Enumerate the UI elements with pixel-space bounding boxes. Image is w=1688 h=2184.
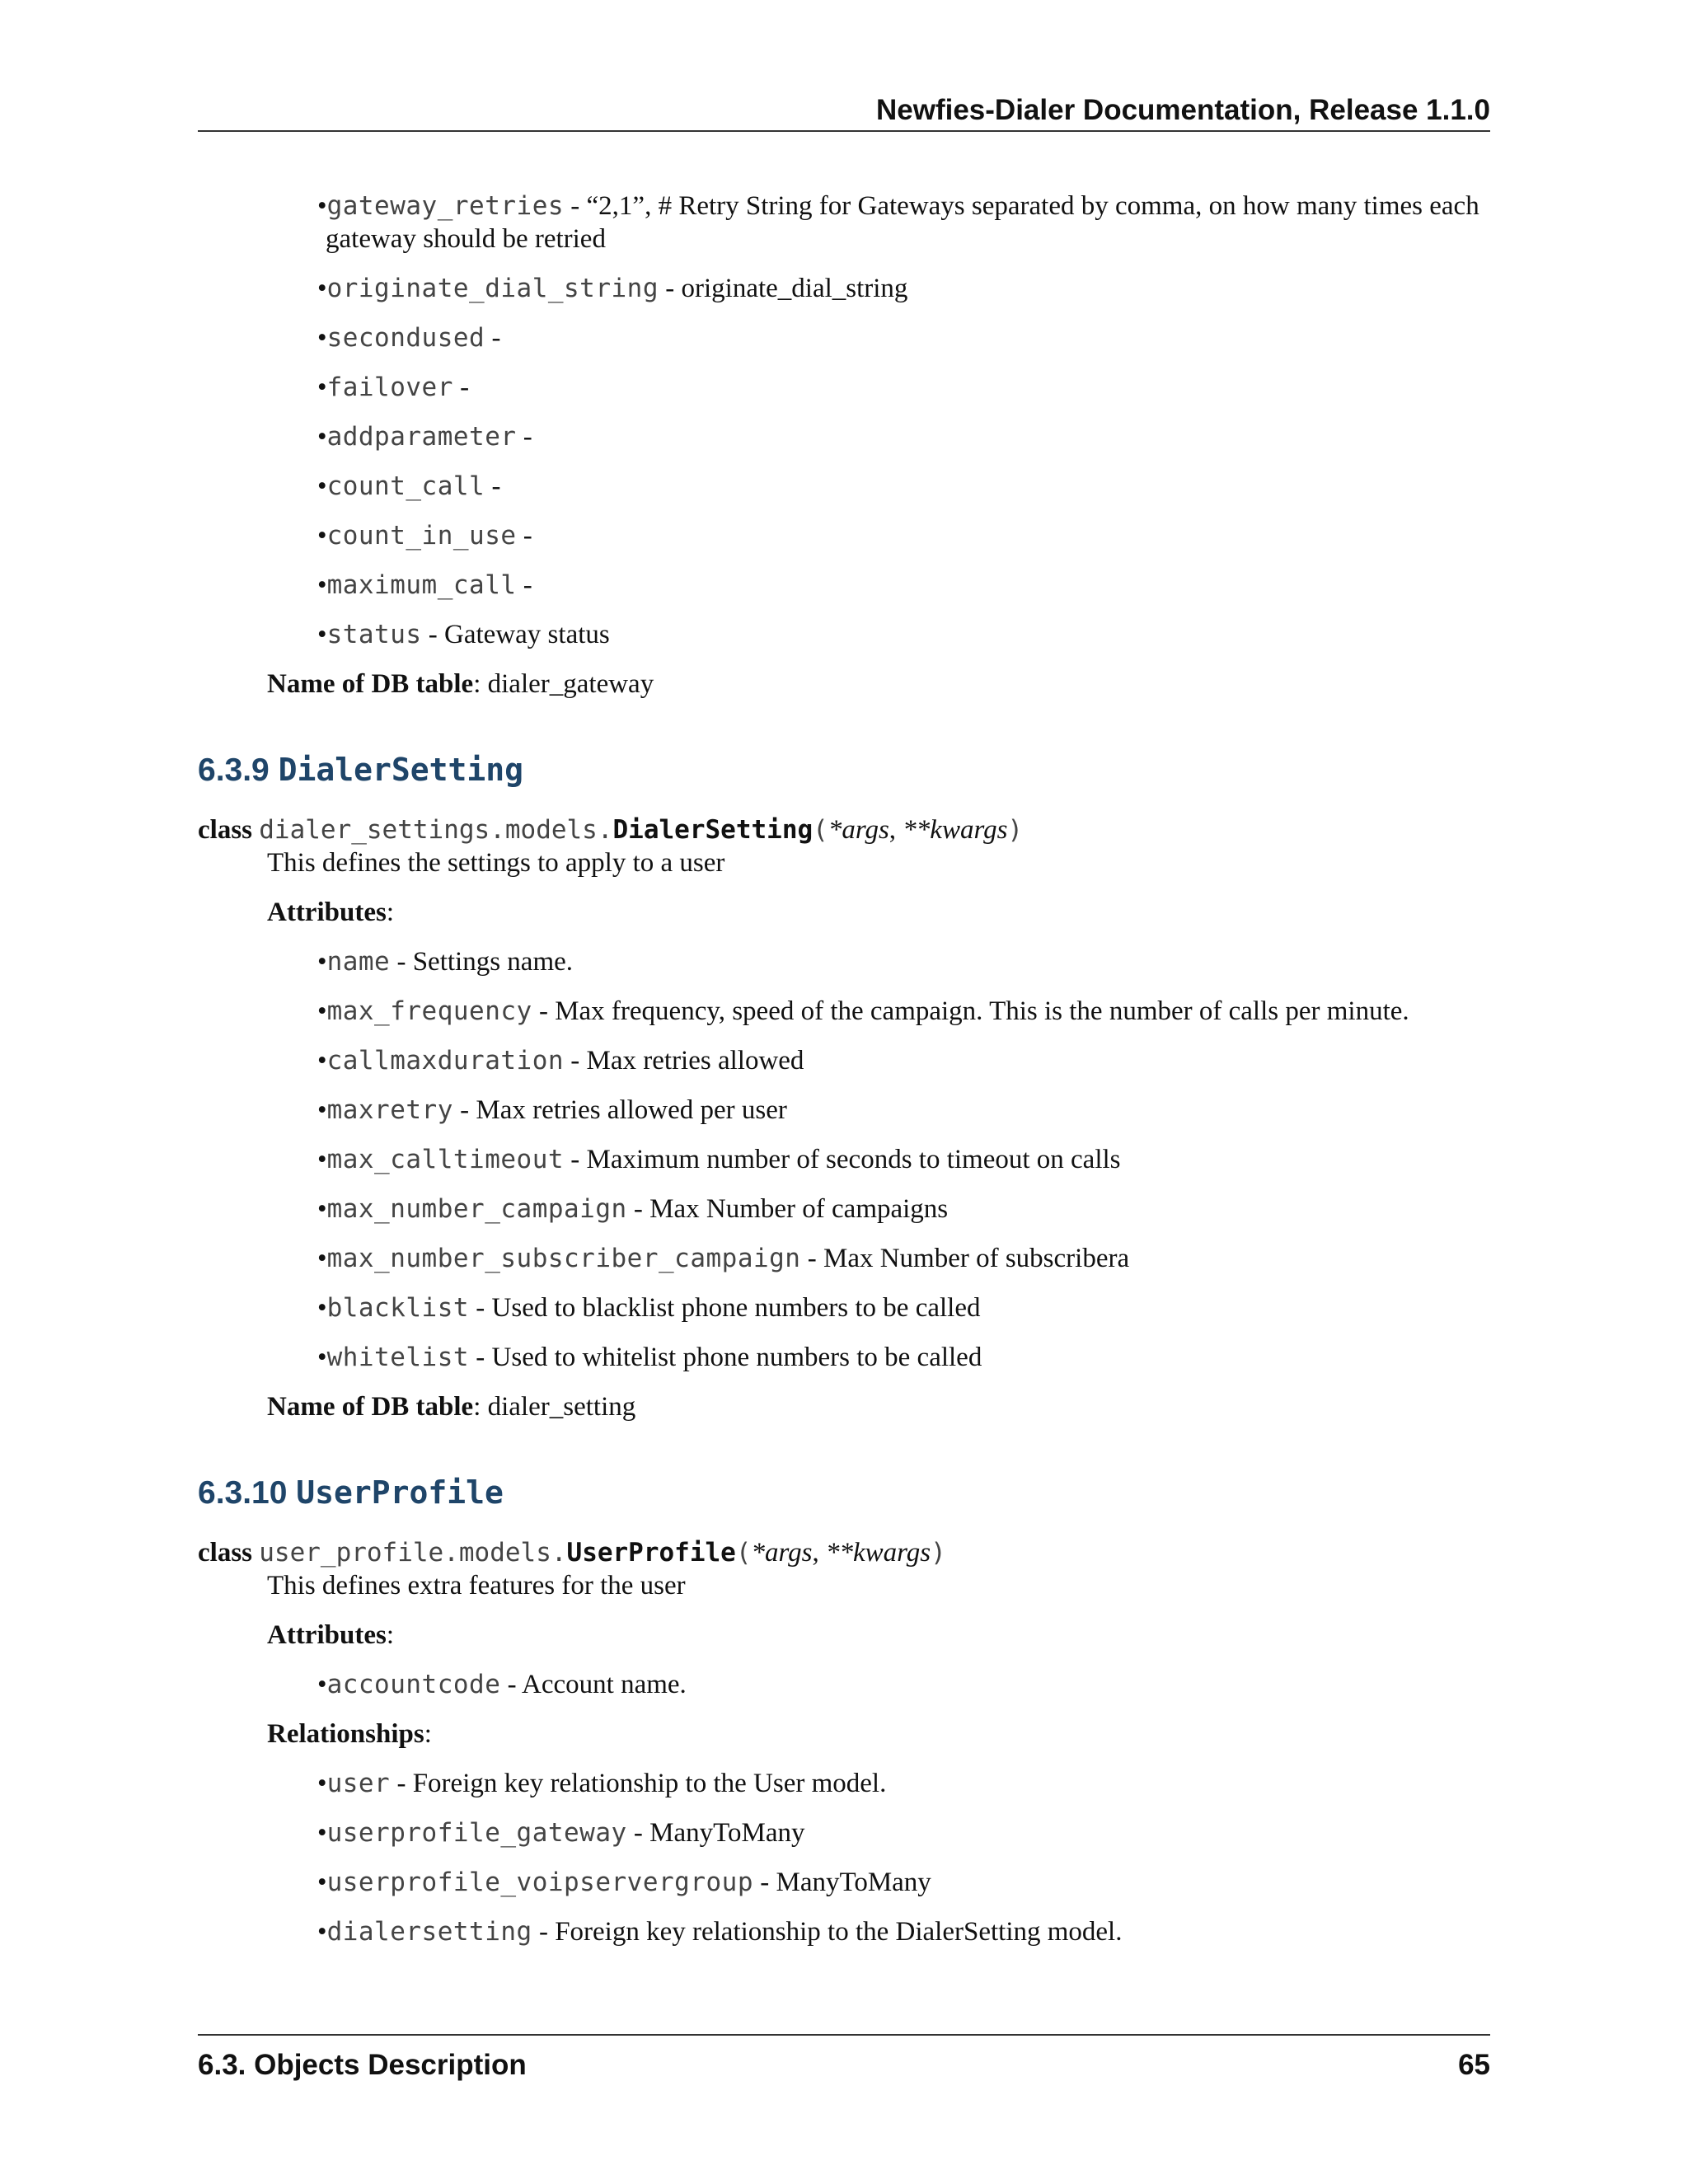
class-signature-userprofile: class user_profile.models.UserProfile(*args, **kwargs) xyxy=(198,1538,946,1568)
class-signature-dialersetting: class dialer_settings.models.DialerSetting(*args, **kwargs) xyxy=(198,815,1024,845)
class-description: This defines the settings to apply to a user xyxy=(267,848,725,878)
dialersetting-attribute-list xyxy=(198,945,1490,1374)
list-item: •callmaxduration - Max retries allowed xyxy=(317,1046,804,1076)
list-item: •max_frequency - Max frequency, speed of the campaign. This is the number of calls per minute. xyxy=(317,996,1409,1026)
running-footer xyxy=(198,2034,1490,2082)
list-item: •count_in_use - xyxy=(317,521,532,551)
page-number: 65 xyxy=(1458,2049,1490,2081)
section-link-userprofile[interactable]: UserProfile xyxy=(296,1474,504,1511)
section-heading-dialersetting: 6.3.9 DialerSetting xyxy=(198,752,524,788)
header-title: Newfies-Dialer Documentation, Release 1.1.0 xyxy=(876,94,1490,126)
list-item: •maxretry - Max retries allowed per user xyxy=(317,1095,787,1125)
page-content xyxy=(198,190,1490,1965)
list-item: •max_number_subscriber_campaign - Max Number of subscribera xyxy=(317,1244,1130,1273)
list-item: •max_number_campaign - Max Number of campaigns xyxy=(317,1194,949,1224)
footer-section: 6.3. Objects Description xyxy=(198,2049,527,2081)
list-item: •count_call - xyxy=(317,471,501,501)
list-item: •whitelist - Used to whitelist phone numbers to be called xyxy=(317,1343,982,1372)
list-item: •accountcode - Account name. xyxy=(317,1670,687,1699)
list-item: •originate_dial_string - originate_dial_string xyxy=(317,274,908,303)
list-item: •user - Foreign key relationship to the User model. xyxy=(317,1769,887,1798)
gateway-attribute-list xyxy=(198,190,1490,651)
gateway-db-table: Name of DB table: dialer_gateway xyxy=(267,669,654,699)
section-heading-userprofile: 6.3.10 UserProfile xyxy=(198,1474,504,1511)
attributes-label: Attributes: xyxy=(267,898,394,927)
list-item: •userprofile_voipservergroup - ManyToMany xyxy=(317,1868,931,1897)
list-item: •max_calltimeout - Maximum number of seconds to timeout on calls xyxy=(317,1145,1121,1174)
list-item: •failover - xyxy=(317,373,470,402)
list-item: •userprofile_gateway - ManyToMany xyxy=(317,1818,805,1848)
list-item: •gateway_retries - “2,1”, # Retry String for Gateways separated by comma, on how many times each gateway should be retried xyxy=(317,191,1479,254)
attributes-label: Attributes: xyxy=(267,1620,394,1650)
class-description: This defines extra features for the user xyxy=(267,1571,686,1601)
list-item: •status - Gateway status xyxy=(317,620,610,649)
section-link-dialersetting[interactable]: DialerSetting xyxy=(278,752,524,788)
list-item: •addparameter - xyxy=(317,422,532,452)
list-item: •secondused - xyxy=(317,323,501,353)
list-item: •dialersetting - Foreign key relationship to the DialerSetting model. xyxy=(317,1917,1123,1947)
relationships-label: Relationships: xyxy=(267,1719,432,1749)
list-item: •blacklist - Used to blacklist phone numbers to be called xyxy=(317,1293,981,1323)
userprofile-relationship-list xyxy=(198,1767,1490,1948)
running-header xyxy=(198,92,1490,132)
list-item: •maximum_call - xyxy=(317,570,532,600)
userprofile-attribute-list xyxy=(198,1668,1490,1701)
dialersetting-db-table: Name of DB table: dialer_setting xyxy=(267,1392,636,1422)
list-item: •name - Settings name. xyxy=(317,947,574,977)
